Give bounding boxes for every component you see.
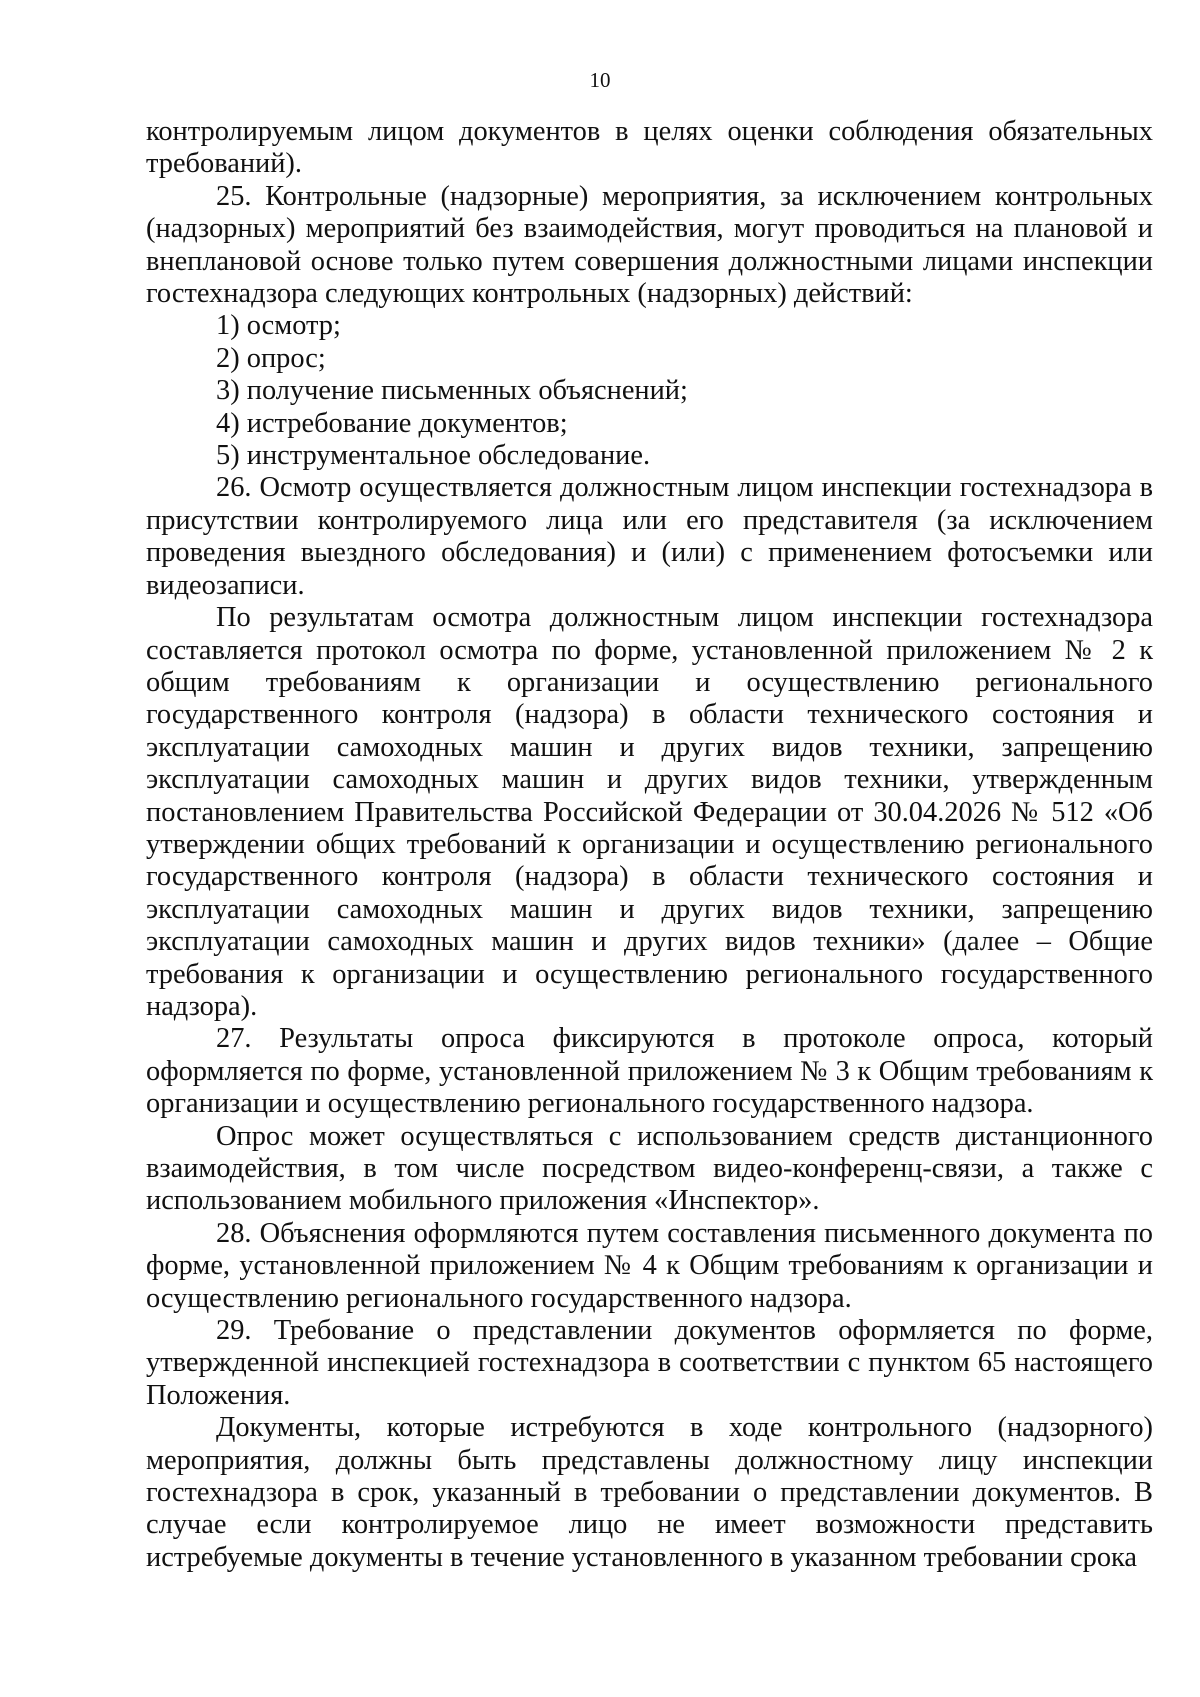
list-item-inspection: 1) осмотр; — [216, 310, 341, 342]
paragraph-27: 27. Результаты опроса фиксируются в протоколе опроса, который оформляется по форме, установленной приложением № 3 к Общим требованиям к организации и осуществлению регионального государственного надзора. — [146, 1023, 1153, 1120]
paragraph-26: 26. Осмотр осуществляется должностным лицом инспекции гостехнадзора в присутствии контролируемого лица или его представителя (за исключением проведения выездного обследования) и (или) с применением фотосъемки или видеозаписи. — [146, 472, 1153, 601]
paragraph-29: 29. Требование о представлении документов оформляется по форме, утвержденной инспекцией гостехнадзора в соответствии с пунктом 65 настоящего Положения. — [146, 1315, 1153, 1411]
paragraph-27-remote: Опрос может осуществляться с использованием средств дистанционного взаимодействия, в том числе посредством видео-конференц-связи, а также с использованием мобильного приложения «Инспектор». — [146, 1120, 1153, 1217]
paragraph-continuation: контролируемым лицом документов в целях оценки соблюдения обязательных требований). — [146, 116, 1153, 180]
paragraph-28: 28. Объяснения оформляются путем составления письменного документа по форме, установленной приложением № 4 к Общим требованиям к организации и осуществлению регионального государственного надзора. — [146, 1217, 1153, 1314]
list-item-instrumental-examination: 5) инструментальное обследование. — [216, 440, 651, 472]
list-item-survey: 2) опрос; — [216, 342, 326, 374]
page-number: 10 — [589, 68, 611, 92]
paragraph-26-protocol: По результатам осмотра должностным лицом инспекции гостехнадзора составляется протокол осмотра по форме, установленной приложением № 2 к общим требованиям к организации и осуществлению регионального государственного контроля (надзора) в области технического состояния и эксплуатации самоходных машин и других видов техники, запрещению эксплуатации самоходных машин и других видов техники, утвержденным постановлением Правительства Российской Федерации от 30.04.2026 № 512 «Об утверждении общих требований к организации и осуществлению регионального государственного контроля (надзора) в области технического состояния и эксплуатации самоходных машин и других видов техники, запрещению эксплуатации самоходных машин и других видов техники» (далее – Общие требования к организации и осуществлению регионального государственного надзора). — [146, 602, 1153, 1022]
list-item-document-request: 4) истребование документов; — [216, 407, 568, 439]
paragraph-29-documents: Документы, которые истребуются в ходе контрольного (надзорного) мероприятия, должны быть представлены должностному лицу инспекции гостехнадзора в срок, указанный в требовании о представлении документов. В случае если контролируемое лицо не имеет возможности представить истребуемые документы в течение установленного в указанном требовании срока — [146, 1412, 1153, 1573]
paragraph-25: 25. Контрольные (надзорные) мероприятия, за исключением контрольных (надзорных) мероприятий без взаимодействия, могут проводиться на плановой и внеплановой основе только путем совершения должностными лицами инспекции гостехнадзора следующих контрольных (надзорных) действий: — [146, 180, 1153, 310]
list-item-written-explanations: 3) получение письменных объяснений; — [216, 375, 688, 407]
document-body — [146, 116, 1153, 1574]
